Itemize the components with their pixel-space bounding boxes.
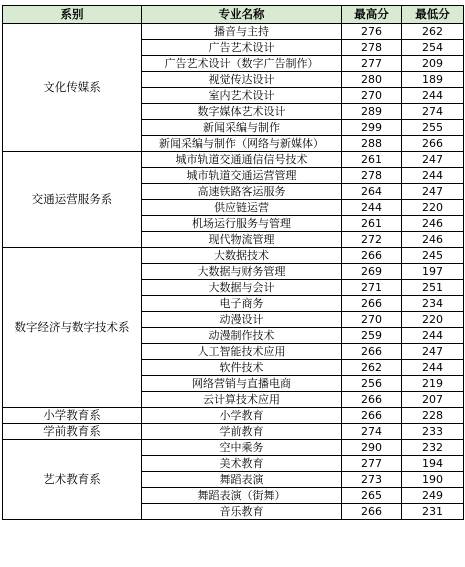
min-score-cell: 247 [402,184,464,200]
major-cell: 机场运行服务与管理 [142,216,342,232]
max-score-cell: 264 [342,184,402,200]
max-score-cell: 261 [342,152,402,168]
min-score-cell: 266 [402,136,464,152]
score-table [2,5,464,520]
major-cell: 城市轨道交通通信信号技术 [142,152,342,168]
max-score-cell: 262 [342,360,402,376]
min-score-cell: 190 [402,472,464,488]
min-score-cell: 189 [402,72,464,88]
major-cell: 大数据与财务管理 [142,264,342,280]
table-row [3,152,464,168]
table-row [3,248,464,264]
min-score-cell: 194 [402,456,464,472]
major-cell: 动漫制作技术 [142,328,342,344]
major-cell: 室内艺术设计 [142,88,342,104]
score-table-container [2,5,463,520]
major-cell: 大数据技术 [142,248,342,264]
major-cell: 网络营销与直播电商 [142,376,342,392]
department-cell: 数字经济与数字技术系 [3,248,142,408]
min-score-cell: 274 [402,104,464,120]
department-cell: 文化传媒系 [3,24,142,152]
max-score-cell: 278 [342,40,402,56]
major-cell: 新闻采编与制作（网络与新媒体） [142,136,342,152]
max-score-cell: 259 [342,328,402,344]
min-score-cell: 251 [402,280,464,296]
max-score-cell: 266 [342,344,402,360]
max-score-cell: 273 [342,472,402,488]
major-cell: 音乐教育 [142,504,342,520]
min-score-cell: 246 [402,232,464,248]
major-cell: 视觉传达设计 [142,72,342,88]
max-score-cell: 276 [342,24,402,40]
max-score-cell: 278 [342,168,402,184]
major-cell: 人工智能技术应用 [142,344,342,360]
min-score-cell: 197 [402,264,464,280]
max-score-cell: 274 [342,424,402,440]
major-cell: 高速铁路客运服务 [142,184,342,200]
header-row [3,6,464,24]
max-score-cell: 265 [342,488,402,504]
max-score-cell: 256 [342,376,402,392]
major-cell: 电子商务 [142,296,342,312]
major-cell: 学前教育 [142,424,342,440]
major-cell: 广告艺术设计 [142,40,342,56]
max-score-cell: 272 [342,232,402,248]
max-score-cell: 277 [342,56,402,72]
table-row [3,408,464,424]
table-row [3,424,464,440]
major-cell: 舞蹈表演（街舞） [142,488,342,504]
major-cell: 广告艺术设计（数字广告制作） [142,56,342,72]
header-major: 专业名称 [142,6,342,24]
major-cell: 大数据与会计 [142,280,342,296]
major-cell: 软件技术 [142,360,342,376]
major-cell: 动漫设计 [142,312,342,328]
department-cell: 艺术教育系 [3,440,142,520]
department-cell: 交通运营服务系 [3,152,142,248]
min-score-cell: 262 [402,24,464,40]
max-score-cell: 244 [342,200,402,216]
min-score-cell: 207 [402,392,464,408]
min-score-cell: 246 [402,216,464,232]
max-score-cell: 266 [342,248,402,264]
max-score-cell: 289 [342,104,402,120]
max-score-cell: 266 [342,296,402,312]
major-cell: 供应链运营 [142,200,342,216]
max-score-cell: 270 [342,312,402,328]
major-cell: 城市轨道交通运营管理 [142,168,342,184]
header-max-score: 最高分 [342,6,402,24]
max-score-cell: 270 [342,88,402,104]
major-cell: 美术教育 [142,456,342,472]
table-row [3,440,464,456]
max-score-cell: 299 [342,120,402,136]
max-score-cell: 266 [342,408,402,424]
min-score-cell: 244 [402,88,464,104]
major-cell: 播音与主持 [142,24,342,40]
min-score-cell: 219 [402,376,464,392]
max-score-cell: 266 [342,504,402,520]
min-score-cell: 245 [402,248,464,264]
max-score-cell: 271 [342,280,402,296]
major-cell: 空中乘务 [142,440,342,456]
min-score-cell: 231 [402,504,464,520]
min-score-cell: 244 [402,328,464,344]
major-cell: 舞蹈表演 [142,472,342,488]
min-score-cell: 247 [402,152,464,168]
max-score-cell: 269 [342,264,402,280]
min-score-cell: 249 [402,488,464,504]
min-score-cell: 244 [402,360,464,376]
table-body [3,24,464,520]
min-score-cell: 220 [402,312,464,328]
max-score-cell: 266 [342,392,402,408]
header-min-score: 最低分 [402,6,464,24]
department-cell: 小学教育系 [3,408,142,424]
max-score-cell: 280 [342,72,402,88]
table-row [3,24,464,40]
min-score-cell: 220 [402,200,464,216]
min-score-cell: 232 [402,440,464,456]
min-score-cell: 254 [402,40,464,56]
min-score-cell: 209 [402,56,464,72]
min-score-cell: 233 [402,424,464,440]
department-cell: 学前教育系 [3,424,142,440]
max-score-cell: 261 [342,216,402,232]
min-score-cell: 255 [402,120,464,136]
min-score-cell: 228 [402,408,464,424]
major-cell: 新闻采编与制作 [142,120,342,136]
major-cell: 小学教育 [142,408,342,424]
major-cell: 现代物流管理 [142,232,342,248]
min-score-cell: 244 [402,168,464,184]
max-score-cell: 288 [342,136,402,152]
major-cell: 云计算技术应用 [142,392,342,408]
min-score-cell: 247 [402,344,464,360]
major-cell: 数字媒体艺术设计 [142,104,342,120]
max-score-cell: 290 [342,440,402,456]
max-score-cell: 277 [342,456,402,472]
min-score-cell: 234 [402,296,464,312]
header-department: 系别 [3,6,142,24]
